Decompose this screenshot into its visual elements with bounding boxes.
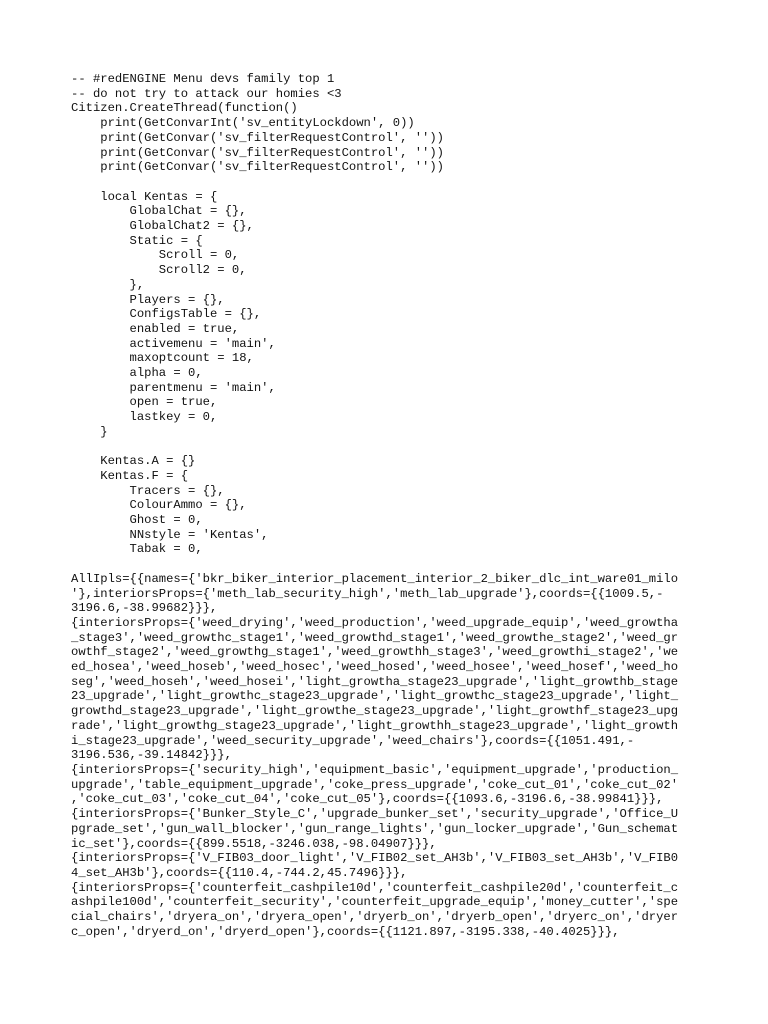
- code-line: ic_set'},coords={{899.5518,-3246.038,-98.04907}}},: [71, 836, 437, 851]
- code-line: GlobalChat = {},: [71, 204, 247, 219]
- code-line: ed_hosea','weed_hoseb','weed_hosec','weed_hosed','weed_hosee','weed_hosef','weed_ho: [71, 660, 679, 675]
- code-line: parentmenu = 'main',: [71, 380, 276, 395]
- code-line: 3196.536,-39.14842}}},: [71, 748, 232, 763]
- code-line: '},interiorsProps={'meth_lab_security_high','meth_lab_upgrade'},coords={{1009.5,-: [71, 586, 664, 601]
- code-line: activemenu = 'main',: [71, 336, 276, 351]
- code-line: {interiorsProps={'Bunker_Style_C','upgrade_bunker_set','security_upgrade','Office_U: [71, 807, 679, 822]
- code-line: Players = {},: [71, 292, 225, 307]
- code-line: GlobalChat2 = {},: [71, 219, 254, 234]
- code-line: }: [71, 424, 108, 439]
- code-listing: [71, 72, 701, 939]
- code-line: Kentas.A = {}: [71, 454, 196, 469]
- code-line: -- #redENGINE Menu devs family top 1: [71, 72, 335, 86]
- code-line: ashpile100d','counterfeit_security','counterfeit_upgrade_equip','money_cutter','spe: [71, 895, 679, 910]
- code-line: ConfigsTable = {},: [71, 307, 262, 322]
- code-line: Ghost = 0,: [71, 513, 203, 528]
- code-line: Scroll = 0,: [71, 248, 240, 263]
- code-line: seg','weed_hoseh','weed_hosei','light_growtha_stage23_upgrade','light_growthb_stage: [71, 674, 679, 689]
- code-line: [71, 440, 701, 455]
- code-line: Kentas.F = {: [71, 468, 189, 483]
- code-line: Tracers = {},: [71, 483, 225, 498]
- code-line: Static = {: [71, 233, 203, 248]
- code-line: -- do not try to attack our homies <3: [71, 86, 342, 101]
- code-line: i_stage23_upgrade','weed_security_upgrade','weed_chairs'},coords={{1051.491,-: [71, 733, 635, 748]
- code-line: local Kentas = {: [71, 189, 218, 204]
- code-line: Tabak = 0,: [71, 542, 203, 557]
- code-line: pgrade_set','gun_wall_blocker','gun_range_lights','gun_locker_upgrade','Gun_schemat: [71, 821, 679, 836]
- code-line: c_open','dryerd_on','dryerd_open'},coords={{1121.897,-3195.338,-40.4025}}},: [71, 924, 620, 939]
- code-line: print(GetConvar('sv_filterRequestControl', '')): [71, 130, 444, 145]
- code-line: _stage3','weed_growthc_stage1','weed_growthd_stage1','weed_growthe_stage2','weed_gr: [71, 630, 679, 645]
- code-line: rade','light_growthg_stage23_upgrade','light_growthh_stage23_upgrade','light_growth: [71, 718, 679, 733]
- code-line: print(GetConvar('sv_filterRequestControl', '')): [71, 160, 444, 175]
- code-line: growthd_stage23_upgrade','light_growthe_stage23_upgrade','light_growthf_stage23_upg: [71, 704, 679, 719]
- code-line: enabled = true,: [71, 321, 240, 336]
- code-line: {interiorsProps={'counterfeit_cashpile10d','counterfeit_cashpile20d','counterfeit_c: [71, 880, 679, 895]
- code-line: cial_chairs','dryera_on','dryera_open','dryerb_on','dryerb_open','dryerc_on','dryer: [71, 910, 679, 925]
- code-line: ,'coke_cut_03','coke_cut_04','coke_cut_05'},coords={{1093.6,-3196.6,-38.99841}}},: [71, 792, 664, 807]
- code-line: alpha = 0,: [71, 366, 203, 381]
- code-line: open = true,: [71, 395, 218, 410]
- code-line: 23_upgrade','light_growthc_stage23_upgrade','light_growthc_stage23_upgrade','light_: [71, 689, 679, 704]
- code-line: Citizen.CreateThread(function(): [71, 101, 298, 116]
- code-line: {interiorsProps={'V_FIB03_door_light','V_FIB02_set_AH3b','V_FIB03_set_AH3b','V_FIB0: [71, 851, 679, 866]
- code-line: },: [71, 277, 145, 292]
- code-line: 3196.6,-38.99682}}},: [71, 601, 218, 616]
- code-line: 4_set_AH3b'},coords={{110.4,-744.2,45.7496}}},: [71, 865, 408, 880]
- code-line: ColourAmmo = {},: [71, 498, 247, 513]
- code-line: owthf_stage2','weed_growthg_stage1','weed_growthh_stage3','weed_growthi_stage2','we: [71, 645, 679, 660]
- code-line: print(GetConvarInt('sv_entityLockdown', 0)): [71, 116, 415, 131]
- code-line: upgrade','table_equipment_upgrade','coke_press_upgrade','coke_cut_01','coke_cut_02': [71, 777, 679, 792]
- code-line: Scroll2 = 0,: [71, 263, 247, 278]
- code-line: {interiorsProps={'security_high','equipment_basic','equipment_upgrade','production_: [71, 763, 679, 777]
- code-line: print(GetConvar('sv_filterRequestControl', '')): [71, 145, 444, 160]
- code-line: maxoptcount = 18,: [71, 351, 254, 366]
- code-line: NNstyle = 'Kentas',: [71, 527, 269, 542]
- code-line: lastkey = 0,: [71, 410, 218, 425]
- code-line: [71, 557, 701, 572]
- code-line: {interiorsProps={'weed_drying','weed_production','weed_upgrade_equip','weed_growtha: [71, 615, 679, 630]
- code-line: [71, 175, 701, 190]
- code-line: AllIpls={{names={'bkr_biker_interior_placement_interior_2_biker_dlc_int_ware01_milo: [71, 571, 679, 586]
